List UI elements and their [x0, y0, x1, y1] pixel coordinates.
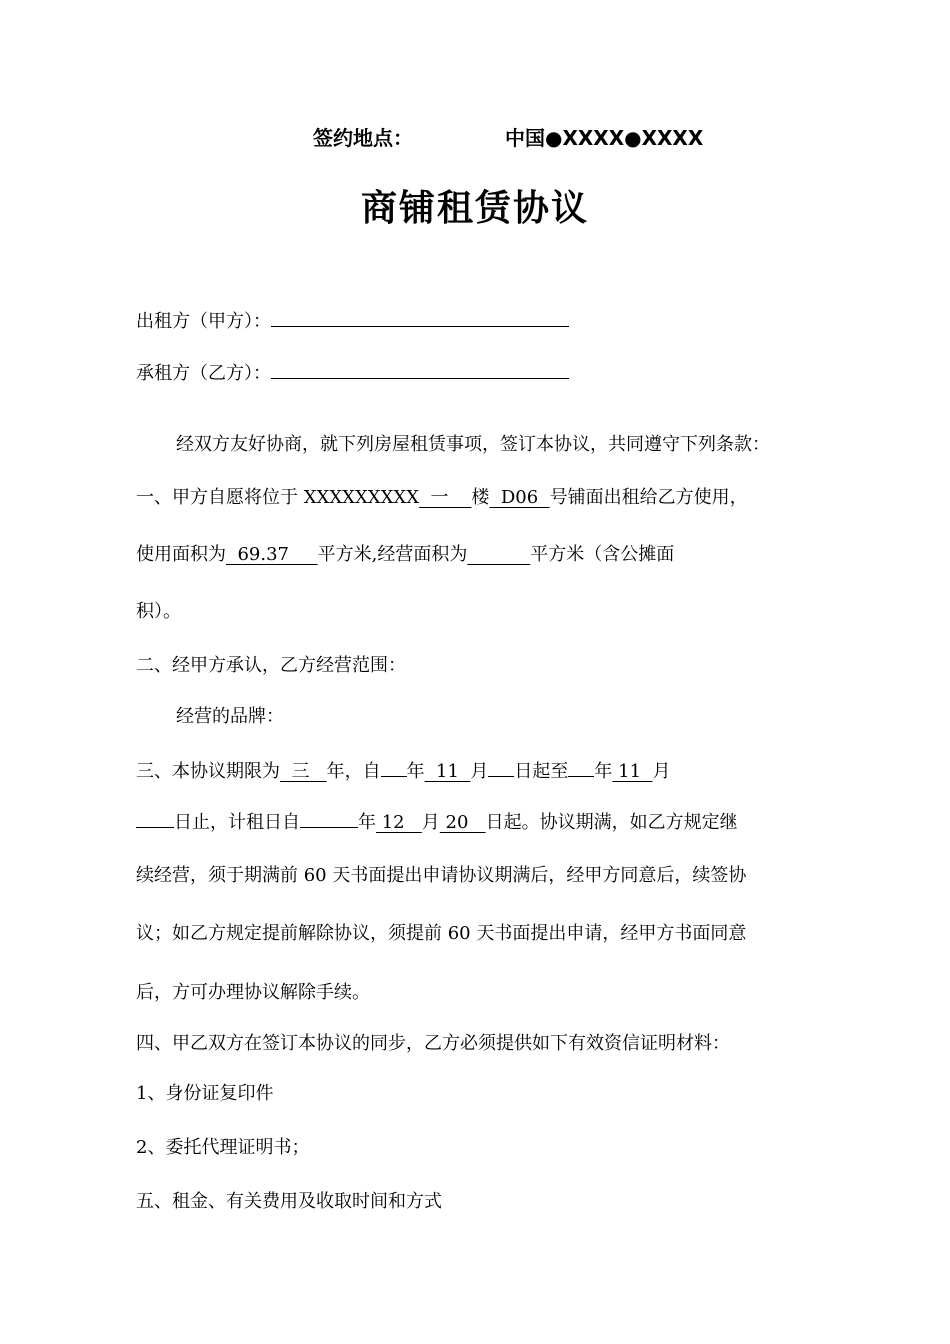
- clause-1-line-2: 使用面积为 69.37 平方米,经营面积为 平方米（含公摊面: [136, 544, 675, 565]
- clause-2: 二、经甲方承认，乙方经营范围：: [136, 655, 406, 676]
- clause-4: 四、甲乙双方在签订本协议的同步，乙方必须提供如下有效资信证明材料：: [136, 1033, 730, 1054]
- rent-start-day: 20: [439, 812, 486, 833]
- lessee-label: 承租方（乙方）：: [136, 363, 271, 384]
- clause-3-line-3: 续经营，须于期满前 60 天书面提出申请协议期满后，经甲方同意后，续签协: [136, 865, 747, 886]
- clause-3-line-4: 议；如乙方规定提前解除协议，须提前 60 天书面提出申请，经甲方书面同意: [136, 923, 747, 944]
- clause-1-line-3: 积）。: [136, 601, 181, 622]
- clause-4-item-2: 2、委托代理证明书；: [136, 1137, 310, 1158]
- rent-start-month: 12: [376, 812, 422, 833]
- clause-3-line-5: 后，方可办理协议解除手续。: [136, 982, 370, 1003]
- clause-3-line-1: 三、本协议期限为 三 年，自 年 11 月 日起至 年 11 月: [136, 754, 670, 786]
- lessor-line: [136, 304, 569, 336]
- clause-5: 五、租金、有关费用及收取时间和方式: [136, 1191, 442, 1212]
- floor-value: 一: [419, 487, 472, 508]
- intro-paragraph: 经双方友好协商，就下列房屋租赁事项，签订本协议，共同遵守下列条款：: [176, 434, 770, 455]
- clause-1-line-1: 一、甲方自愿将位于 XXXXXXXXX 一 楼 D06 号铺面出租给乙方使用，: [136, 487, 748, 508]
- location-label: 签约地点：: [313, 126, 413, 150]
- lessor-blank: [271, 304, 569, 327]
- start-month: 11: [424, 761, 471, 782]
- usable-area: 69.37: [226, 544, 318, 565]
- lessee-blank: [271, 356, 569, 379]
- end-month: 11: [612, 761, 653, 782]
- location-value: 中国●XXXX●XXXX: [505, 126, 704, 150]
- document-title: 商铺租赁协议: [360, 188, 589, 229]
- lessee-line: [136, 356, 569, 388]
- lessor-label: 出租方（甲方）：: [136, 311, 271, 332]
- term-years: 三: [280, 761, 327, 782]
- shop-number: D06: [489, 487, 550, 508]
- brand-line: 经营的品牌：: [176, 706, 284, 727]
- clause-3-line-2: 日止，计租日自 年 12 月 20 日起。协议期满，如乙方规定继: [136, 805, 738, 837]
- business-area: [467, 544, 530, 565]
- clause-4-item-1: 1、身份证复印件: [136, 1083, 274, 1104]
